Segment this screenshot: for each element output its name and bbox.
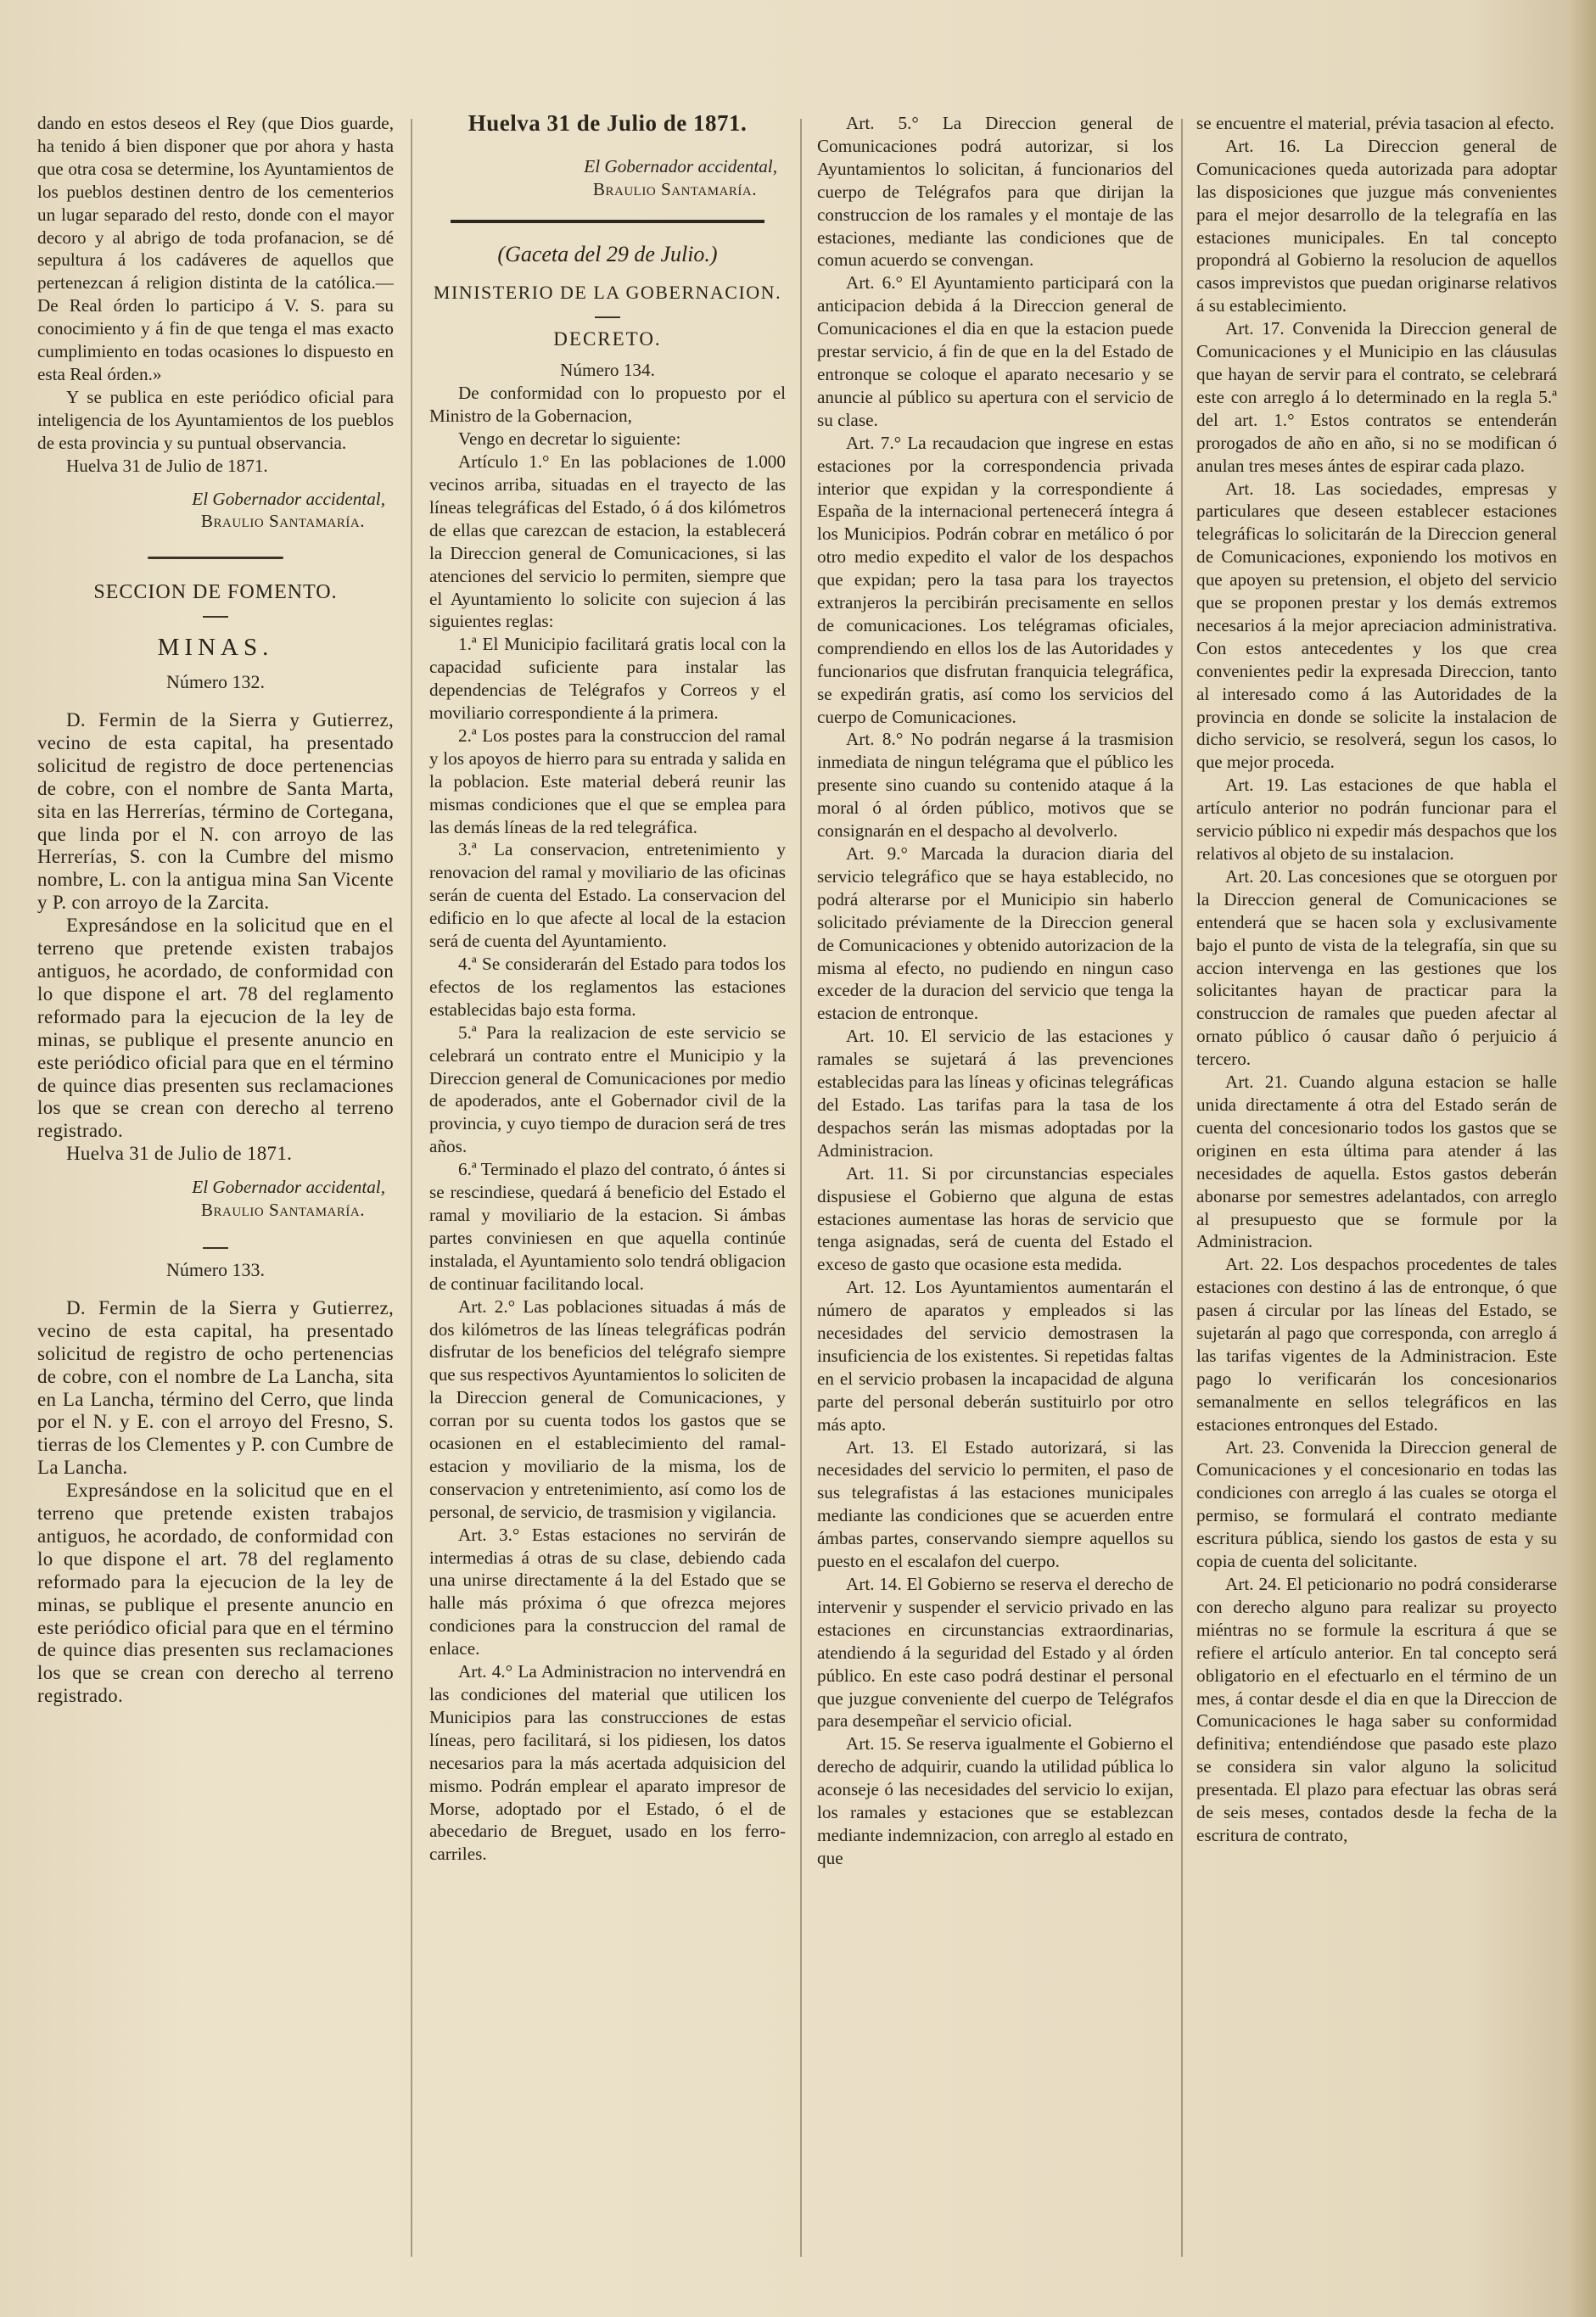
signature-name: Braulio Santamaría. [200, 511, 365, 532]
column-rule [411, 119, 412, 2257]
date-line: Huelva 31 de Julio de 1871. [468, 112, 748, 136]
ministry-heading: MINISTERIO DE LA GOBERNACION. [433, 281, 782, 303]
article: Art. 24. El peticionario no podrá considerarse con derecho alguno para realizar su proyecto miéntras no se formule la escritura á que se refiere el artículo anterior. En tal concepto será obligatorio en el efectuarlo en el término de un mes, á contar desde el dia en que la Direccion de Comunicaciones le haga saber su conformidad definitiva; entendiéndose que pasado este plazo se considera sin valor alguno la solicitud presentada. El plazo para efectuar las obras será de seis meses, contados desde la fecha de la escritura de contrato, [1196, 1574, 1557, 1845]
article: Art. 9.° Marcada la duracion diaria del servicio telegráfico que se haya establecido, no podrá alterarse por el Municipio sin haberlo solicitado préviamente de la Direccion general de Comunicaciones y obtenido autorizacion de la misma al efecto, no pudiendo en ningun caso exceder de la duracion del servicio que tenga la estacion de entronque. [817, 843, 1173, 1024]
article: Art. 16. La Direccion general de Comunicaciones queda autorizada para adoptar las disposiciones que juzgue más convenientes para el mejor desarrollo de la telegrafía en las estaciones municipales. En tal concepto propondrá al Gobierno la resolucion de aquellos casos imprevistos que puedan originarse relativos á su establecimiento. [1196, 135, 1557, 316]
dash [203, 616, 228, 618]
signature-title: El Gobernador accidental, [192, 1177, 385, 1198]
separator [148, 557, 283, 559]
article: Art. 6.° El Ayuntamiento participará con la anticipacion debida á la Direccion general de Comunicaciones el dia en que la estacion puede prestar servicio, á fin de que en la del Estado de entronque se coloque el aparato necesario y se anuncie al público su apertura con el servicio de su clase. [817, 272, 1173, 430]
article: Art. 19. Las estaciones de que habla el artículo anterior no podrán funcionar para el servicio público ni expedir más despachos que los relativos al objeto de su instalacion. [1196, 775, 1557, 864]
page-edge [1567, 0, 1596, 2317]
dash [203, 1247, 228, 1249]
article: Art. 3.° Estas estaciones no servirán de intermedias á otras de su clase, debiendo cada una unirse directamente á la del Estado que se halle más próxima ó que ofrezca mejores condiciones para la construccion del ramal de enlace. [429, 1524, 786, 1659]
rule: 6.ª Terminado el plazo del contrato, ó ántes si se rescindiese, quedará á beneficio del Estado el ramal y moviliario de la estacion. Si ámbas partes conviniesen en que aquella continúe instalada, el Ayuntamiento solo tendrá obligacion de continuar facilitando local. [429, 1159, 786, 1294]
article: Art. 22. Los despachos procedentes de tales estaciones con destino á las de entronque, ó que pasen á circular por las líneas del Estado, se sujetarán al pago que corresponda, con arreglo á las tarifas vigentes de la Administracion. Este pago lo verificarán los concesionarios semanalmente en sellos telegráficos en las estaciones entronques del Estado. [1196, 1254, 1557, 1435]
paragraph: dando en estos deseos el Rey (que Dios guarde, ha tenido á bien disponer que por ahora y hasta que otra cosa se determine, los Ayuntamientos de los pueblos destinen dentro de los cementerios un lugar separado del resto, donde con el mayor decoro y al abrigo de toda profanacion, se dé sepultura á los cadáveres de aquellos que pertenezcan á religion distinta de la católica.—De Real órden lo participo á V. S. para su conocimiento y á fin de que tenga el mas exacto cumplimiento en todas ocasiones lo dispuesto en esta Real órden.» [37, 113, 394, 384]
article: Art. 2.° Las poblaciones situadas á más de dos kilómetros de las líneas telegráficas podrán disfrutar de los beneficios del telégrafo siempre que sus respectivos Ayuntamientos lo soliciten de la Direccion general de Comunicaciones, y corran por su cuenta todos los gastos que se ocasionen en el establecimiento del ramal-estacion y moviliario de la misma, los de conservacion y entretenimiento, así como los de personal, de servicio, de trasmision y vigilancia. [429, 1296, 786, 1522]
decree-number: Número 134. [560, 360, 655, 381]
article: Art. 10. El servicio de las estaciones y ramales se sujetará á las prevenciones establecidas para las líneas y oficinas telegráficas del Estado. Las tarifas para la tasa de los despachos serán las mismas adoptadas por la Administracion. [817, 1026, 1173, 1161]
rule: 5.ª Para la realizacion de este servicio se celebrará un contrato entre el Municipio y la Direccion general de Comunicaciones por medio de apoderados, ante el Gobernador civil de la provincia, y cuyo tiempo de duracion será de tres años. [429, 1021, 786, 1157]
paragraph: Y se publica en este periódico oficial para inteligencia de los Ayuntamientos de los pueblos de esta provincia y su puntual observancia. [37, 386, 394, 453]
date-line: Huelva 31 de Julio de 1871. [66, 455, 268, 476]
paragraph: D. Fermin de la Sierra y Gutierrez, vecino de esta capital, ha presentado solicitud de registro de doce pertenencias de cobre, con el nombre de Santa Marta, sita en las Herrerías, término de Cortegana, que linda por el N. con arroyo de las Herrerías, S. con la Cumbre del mismo nombre, L. con la antigua mina San Vicente y P. con arroyo de la Zarcita. [37, 709, 394, 914]
signature-name: Braulio Santamaría. [200, 1200, 365, 1221]
article: Art. 21. Cuando alguna estacion se halle unida directamente á otra del Estado serán de cuenta del concesionario todos los gastos que se originen en esta última para atender á las necesidades de aquella. Estos gastos deberán abonarse por semestres adelantados, con arreglo al presupuesto que se formule por la Administracion. [1196, 1072, 1557, 1252]
column-1 [37, 112, 394, 2284]
separator [451, 220, 764, 223]
article: Art. 8.° No podrán negarse á la trasmision inmediata de ningun telégrama que el público les presente sino cuando su contenido ataque á la moral ó al órden público, motivos que se consignarán en el despacho al devolverlo. [817, 729, 1173, 842]
gaceta-heading: (Gaceta del 29 de Julio.) [497, 241, 718, 266]
date-line: Huelva 31 de Julio de 1871. [66, 1143, 293, 1165]
column-rule [1181, 119, 1183, 2257]
paragraph: De conformidad con lo propuesto por el Ministro de la Gobernacion, [429, 383, 786, 427]
column-rule [800, 119, 802, 2257]
signature-title: El Gobernador accidental, [192, 488, 385, 509]
article: Art. 5.° La Direccion general de Comunicaciones podrá autorizar, si los Ayuntamientos lo solicitan, á funcionarios del cuerpo de Telégrafos para que dirijan la construccion de los ramales y el montaje de las estaciones, mediante las condiciones que de comun acuerdo se convengan. [817, 113, 1173, 271]
article: Art. 20. Las concesiones que se otorguen por la Direccion general de Comunicaciones se entenderá que se hacen sola y exclusivamente bajo el punto de vista de la telegrafía, sin que su accion intervenga en las gestiones que los solicitantes hayan de practicar para la construccion de ramales que pueden afectar al ornato público ó causar daño ó perjuicio á tercero. [1196, 865, 1557, 1070]
column-2 [429, 112, 786, 2284]
paragraph: Expresándose en la solicitud que en el terreno que pretende existen trabajos antiguos, he acordado, de conformidad con lo que dispone el art. 78 del reglamento reformado para la ejecucion de la ley de minas, se publique el presente anuncio en este periódico oficial para que en el término de quince dias presenten sus reclamaciones los que se crean con derecho al terreno registrado. [37, 1480, 394, 1707]
article: Art. 13. El Estado autorizará, si las necesidades del servicio lo permiten, el paso de sus telegrafistas á las estaciones municipales mediante las condiciones que se acuerden entre ámbas partes, conservando siempre aquellos su puesto en el escalafon del cuerpo. [817, 1436, 1173, 1572]
article: Art. 11. Si por circunstancias especiales dispusiese el Gobierno que alguna de estas estaciones aumentase las horas de servicio que tenga asignadas, será de cuenta del Estado el exceso de gasto que ocasione esta medida. [817, 1162, 1173, 1275]
paragraph: se encuentre el material, prévia tasacion al efecto. [1196, 113, 1554, 133]
column-3 [817, 112, 1173, 2284]
notice-number: Número 133. [165, 1258, 266, 1280]
decree-heading: DECRETO. [553, 327, 662, 350]
rule: 3.ª La conservacion, entretenimiento y renovacion del ramal y moviliario de las oficinas serán de cuenta del Estado. La conservacion del edificio en lo que afecte al local de la estacion será de cuenta del Ayuntamiento. [429, 839, 786, 952]
rule: 4.ª Se considerarán del Estado para todos los efectos de los reglamentos las estaciones establecidas bajo esta forma. [429, 954, 786, 1020]
article: Art. 23. Convenida la Direccion general de Comunicaciones y el concesionario en todas las condiciones con arreglo á las cuales se otorga el permiso, se formulará el contrato mediante escritura pública, siendo los gastos de esta y su copia de cuenta del solicitante. [1196, 1436, 1557, 1572]
article: Art. 12. Los Ayuntamientos aumentarán el número de aparatos y empleados si las necesidades del servicio demostrasen la insuficiencia de los existentes. Si repetidas faltas en el servicio probasen la incapacidad de alguna parte del personal deberán sustituirlo por otro más apto. [817, 1277, 1173, 1435]
paragraph: Expresándose en la solicitud que en el terreno que pretende existen trabajos antiguos, he acordado, de conformidad con lo que dispone el art. 78 del reglamento reformado para la ejecucion de la ley de minas, se publique el presente anuncio en este periódico oficial para que en el término de quince dias presenten sus reclamaciones los que se crean con derecho al terreno registrado. [37, 915, 394, 1142]
notice-number: Número 132. [165, 671, 266, 693]
article: Art. 15. Se reserva igualmente el Gobierno el derecho de adquirir, cuando la utilidad pública lo aconseje ó las necesidades del servicio lo exijan, los ramales y estaciones que se establezcan mediante indemnizacion, con arreglo al estado en que [817, 1733, 1173, 1868]
article: Artículo 1.° En las poblaciones de 1.000 vecinos arriba, situadas en el trayecto de las líneas telegráficas del Estado, ó á dos kilómetros de ellas que carezcan de estacion, la establecerá la Direccion general de Comunicaciones, si las atenciones del servicio lo permiten, siempre que el Ayuntamiento lo solicite con sujecion á las siguientes reglas: [429, 451, 786, 632]
column-4 [1196, 112, 1557, 2284]
paragraph: Vengo en decretar lo siguiente: [458, 428, 681, 450]
article: Art. 18. Las sociedades, empresas y particulares que deseen establecer estaciones telegráficas lo solicitarán de la Direccion general de Comunicaciones, exponiendo los motivos en que apoyen su pretension, el objeto del servicio que se proponen prestar y los demás extremos necesarios á la mejor apreciacion administrativa. Con estos antecedentes y los que crea convenientes pedir la expresada Direccion, tanto al interesado como á las Autoridades de la provincia en donde se solicite la instalacion de dicho servicio, se resolverá, segun los casos, lo que mejor proceda. [1196, 478, 1557, 773]
rule: 1.ª El Municipio facilitará gratis local con la capacidad suficiente para instalar las dependencias de Telégrafos y Correos y el moviliario correspondiente á la primera. [429, 634, 786, 724]
paragraph: D. Fermin de la Sierra y Gutierrez, vecino de esta capital, ha presentado solicitud de registro de ocho pertenencias de cobre, con el nombre de La Lancha, sita en La Lancha, término del Cerro, que linda por el N. y E. con el arroyo del Fresno, S. tierras de los Clementes y P. con Cumbre de La Lancha. [37, 1296, 394, 1479]
section-heading: SECCION DE FOMENTO. [93, 581, 338, 604]
minas-heading: MINAS. [157, 634, 274, 662]
dash [595, 316, 620, 318]
article: Art. 14. El Gobierno se reserva el derecho de intervenir y suspender el servicio privado en las estaciones en circunstancias extraordinarias, atendiendo á la seguridad del Estado y al órden público. En este caso podrá destinar el personal que juzgue conveniente del cuerpo de Telégrafos para desempeñar el servicio oficial. [817, 1574, 1173, 1732]
rule: 2.ª Los postes para la construccion del ramal y los apoyos de hierro para su entrada y salida en la poblacion. Este material deberá reunir las mismas condiciones que el que se emplea para las demás líneas de la red telegráfica. [429, 725, 786, 837]
article: Art. 7.° La recaudacion que ingrese en estas estaciones por la correspondencia privada interior que expidan y la correspondiente á España de la internacional pertenecerá íntegra á los Municipios. Podrán cobrar en metálico ó por otro medio expedito el valor de los despachos que expidan; pero la tasa para los trayectos extranjeros la percibirán precisamente en sellos de comunicaciones. Los telégramas oficiales, comprendiendo en ellos los de las Autoridades y funcionarios que disfrutan franquicia telegráfica, se expedirán gratis, así como los servicios del cuerpo de Comunicaciones. [817, 432, 1173, 727]
signature-title: El Gobernador accidental, [584, 155, 777, 176]
article: Art. 17. Convenida la Direccion general de Comunicaciones y el Municipio en las cláusulas que hayan de servir para el contrato, se celebrará este con arreglo á lo determinado en la regla 5.ª del art. 1.° Estos contratos se entenderán prorogados de año en año, si no se modifican ó anulan tres meses ántes de espirar cada plazo. [1196, 318, 1557, 476]
signature-name: Braulio Santamaría. [592, 178, 757, 199]
article: Art. 4.° La Administracion no intervendrá en las condiciones del material que utilicen los Municipios para las construcciones de estas líneas, pero facilitará, si los pidiesen, los datos necesarios para la más acertada adquisicion del mismo. Podrán emplear el aparato impresor de Morse, adoptado por el Estado, ó el de abecedario de Breguet, usado en los ferro-carriles. [429, 1661, 786, 1865]
